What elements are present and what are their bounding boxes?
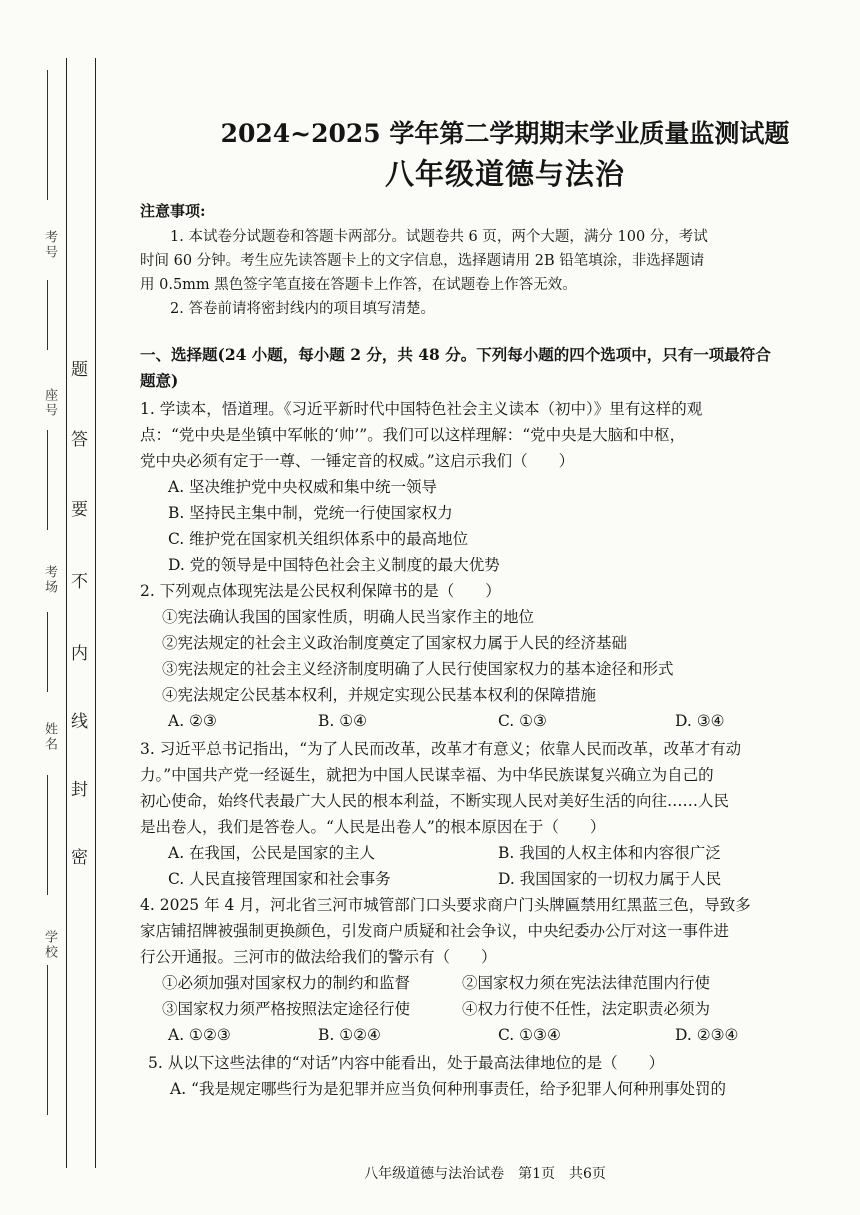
q1-stem-2: 点：“党中央是坐镇中军帐的‘帅’”。我们可以这样理解：“党中央是大脑和中枢， [140, 426, 686, 444]
page-footer: 八年级道德与法治试卷 第1页 共6页 [364, 1166, 606, 1182]
seal-char-feng: 封 [71, 780, 88, 800]
q3-stem-3: 初心使命，始终代表最广大人民的根本利益，不断实现人民对美好生活的向往……人民 [140, 792, 730, 810]
notice-line-4: 2. 答卷前请将密封线内的项目填写清楚。 [170, 301, 435, 317]
blank-school [47, 775, 48, 895]
q5-stem: 5. 从以下这些法律的“对话”内容中能看出，处于最高法律地位的是（ ） [148, 1054, 665, 1072]
blank-seat-number [47, 280, 48, 350]
seal-char-mi: 密 [71, 848, 88, 868]
label-school: 学校 [42, 930, 57, 960]
q1-option-b: B. 坚持民主集中制，党统一行使国家权力 [168, 504, 453, 522]
label-exam-room: 考场 [42, 565, 57, 595]
seal-char-da: 答 [71, 430, 88, 450]
blank-exam-number [47, 70, 48, 200]
q4-statement-4: ④权力行使不任性，法定职责必须为 [462, 1000, 711, 1018]
seal-line-outer [66, 58, 67, 1168]
q3-option-c: C. 人民直接管理国家和社会事务 [168, 870, 391, 888]
q4-statement-2: ②国家权力须在宪法法律范围内行使 [462, 974, 711, 992]
exam-title: 2024~2025 学年第二学期期末学业质量监测试题 [220, 119, 790, 148]
seal-char-xian: 线 [71, 712, 88, 732]
seal-char-yao: 要 [71, 500, 88, 520]
notice-line-2: 时间 60 分钟。考生应先读答题卡上的文字信息，选择题请用 2B 铅笔填涂，非选择题请 [140, 253, 705, 269]
binding-margin [0, 0, 100, 1215]
q2-option-d: D. ③④ [675, 712, 725, 730]
q4-stem-2: 家店铺招牌被强制更换颜色，引发商户质疑和社会争议，中央纪委办公厅对这一事件进 [140, 922, 730, 940]
section-one-heading-cont: 题意) [140, 371, 179, 390]
q4-option-d: D. ②③④ [675, 1026, 739, 1044]
blank-exam-room [47, 430, 48, 530]
notice-line-3: 用 0.5mm 黑色签字笔直接在答题卡上作答，在试题卷上作答无效。 [140, 277, 577, 293]
q3-option-d: D. 我国国家的一切权力属于人民 [498, 870, 722, 888]
q1-option-a: A. 坚决维护党中央权威和集中统一领导 [168, 478, 438, 496]
blank-school-tail [47, 965, 48, 1115]
q2-option-c: C. ①③ [498, 712, 547, 730]
q2-statement-3: ③宪法规定的社会主义经济制度明确了人民行使国家权力的基本途径和形式 [162, 660, 674, 678]
q4-option-a: A. ①②③ [168, 1026, 231, 1044]
q1-stem-3: 党中央必须有定于一尊、一锤定音的权威。”这启示我们（ ） [140, 452, 575, 470]
q2-option-a: A. ②③ [168, 712, 217, 730]
q3-stem-4: 是出卷人，我们是答卷人。“人民是出卷人”的根本原因在于（ ） [140, 818, 606, 836]
seal-char-nei: 内 [71, 644, 88, 664]
q3-option-a: A. 在我国，公民是国家的主人 [168, 844, 376, 862]
q3-stem-1: 3. 习近平总书记指出，“为了人民而改革，改革才有意义；依靠人民而改革，改革才有动 [140, 740, 742, 758]
q2-statement-1: ①宪法确认我国的国家性质，明确人民当家作主的地位 [162, 608, 535, 626]
q2-statement-4: ④宪法规定公民基本权利，并规定实现公民基本权利的保障措施 [162, 686, 597, 704]
label-name: 姓名 [42, 722, 57, 752]
q4-stem-1: 4. 2025 年 4 月，河北省三河市城管部门口头要求商户门头牌匾禁用红黑蓝三色，导致多 [140, 896, 751, 914]
blank-name [47, 612, 48, 692]
q4-option-c: C. ①③④ [498, 1026, 561, 1044]
q3-stem-2: 力。”中国共产党一经诞生，就把为中国人民谋幸福、为中华民族谋复兴确立为自己的 [140, 766, 714, 784]
q4-statement-1: ①必须加强对国家权力的制约和监督 [162, 974, 411, 992]
q1-stem-1: 1. 学读本，悟道理。《习近平新时代中国特色社会主义读本（初中）》里有这样的观 [140, 400, 703, 418]
q5-option-a: A. “我是规定哪些行为是犯罪并应当负何种刑事责任，给予犯罪人何种刑事处罚的 [170, 1080, 726, 1098]
q1-option-d: D. 党的领导是中国特色社会主义制度的最大优势 [168, 556, 500, 574]
q4-statement-3: ③国家权力须严格按照法定途径行使 [162, 1000, 411, 1018]
q2-option-b: B. ①④ [318, 712, 368, 730]
label-seat-number: 座号 [42, 388, 57, 418]
q3-option-b: B. 我国的人权主体和内容很广泛 [498, 844, 721, 862]
seal-char-bu: 不 [71, 572, 88, 592]
q4-stem-3: 行公开通报。三河市的做法给我们的警示有（ ） [140, 948, 497, 966]
exam-subtitle: 八年级道德与法治 [384, 157, 625, 191]
notice-heading: 注意事项: [140, 202, 206, 220]
q4-option-b: B. ①②④ [318, 1026, 381, 1044]
q2-statement-2: ②宪法规定的社会主义政治制度奠定了国家权力属于人民的经济基础 [162, 634, 628, 652]
section-one-heading: 一、选择题(24 小题，每小题 2 分，共 48 分。下列每小题的四个选项中，只有一项最符合 [140, 345, 771, 364]
q1-option-c: C. 维护党在国家机关组织体系中的最高地位 [168, 530, 469, 548]
q2-stem: 2. 下列观点体现宪法是公民权利保障书的是（ ） [140, 582, 501, 600]
seal-line-inner [95, 58, 96, 1168]
notice-line-1: 1. 本试卷分试题卷和答题卡两部分。试题卷共 6 页，两个大题，满分 100 分，考试 [170, 229, 708, 245]
label-exam-number: 考号 [42, 230, 57, 260]
seal-char-ti: 题 [71, 360, 88, 380]
